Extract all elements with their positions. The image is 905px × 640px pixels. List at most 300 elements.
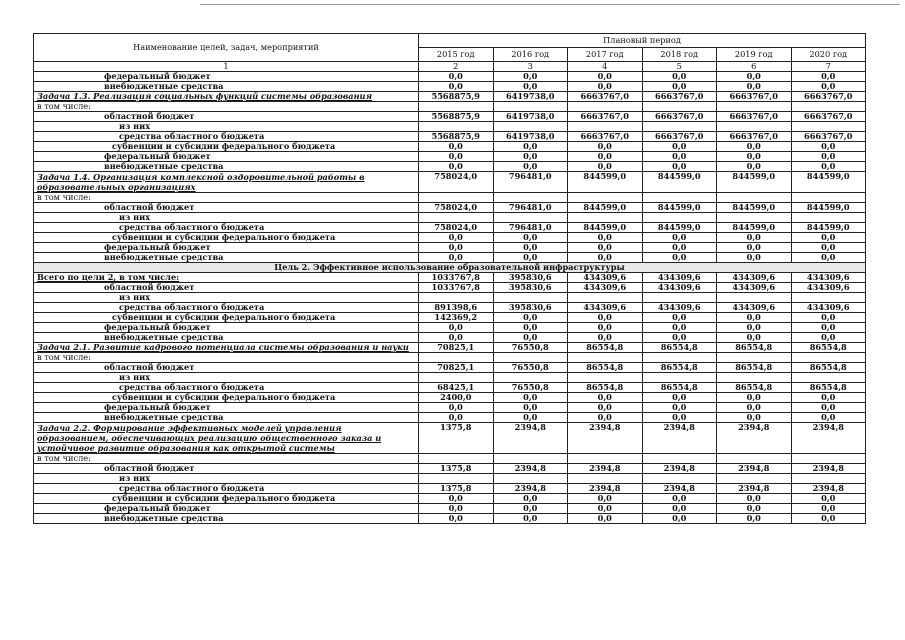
table-row: [34, 423, 866, 454]
value-cell: 0,0: [717, 323, 792, 333]
row-label: федеральный бюджет: [34, 323, 419, 333]
value-cell: 0,0: [642, 162, 717, 172]
value-cell: [717, 454, 792, 464]
value-cell: 76550,8: [493, 363, 568, 373]
value-cell: 0,0: [568, 253, 643, 263]
value-cell: [642, 353, 717, 363]
column-number: 2: [419, 62, 494, 72]
value-cell: [568, 193, 643, 203]
value-cell: 0,0: [717, 152, 792, 162]
value-cell: 434309,6: [642, 273, 717, 283]
value-cell: 86554,8: [791, 383, 866, 393]
value-cell: 1033767,8: [419, 273, 494, 283]
value-cell: [493, 213, 568, 223]
value-cell: 6419738,0: [493, 92, 568, 102]
value-cell: [419, 122, 494, 132]
value-cell: 5568875,9: [419, 132, 494, 142]
value-cell: 844599,0: [717, 203, 792, 213]
value-cell: 0,0: [493, 514, 568, 524]
table-row: [34, 323, 866, 333]
value-cell: [419, 353, 494, 363]
value-cell: 6663767,0: [568, 92, 643, 102]
value-cell: 86554,8: [791, 363, 866, 373]
value-cell: 0,0: [493, 162, 568, 172]
value-cell: 86554,8: [642, 343, 717, 353]
value-cell: 395830,6: [493, 273, 568, 283]
value-cell: 0,0: [568, 72, 643, 82]
value-cell: 844599,0: [717, 223, 792, 233]
row-label: средства областного бюджета: [34, 223, 419, 233]
table-row: [34, 393, 866, 403]
value-cell: 76550,8: [493, 383, 568, 393]
value-cell: 0,0: [419, 142, 494, 152]
table-row: [34, 363, 866, 373]
value-cell: 844599,0: [568, 172, 643, 193]
table-row: [34, 112, 866, 122]
row-label: федеральный бюджет: [34, 403, 419, 413]
value-cell: 76550,8: [493, 343, 568, 353]
value-cell: [493, 454, 568, 464]
value-cell: 0,0: [568, 142, 643, 152]
table-row: [34, 142, 866, 152]
value-cell: 6663767,0: [717, 92, 792, 102]
value-cell: 0,0: [568, 82, 643, 92]
table-row: [34, 353, 866, 363]
value-cell: 0,0: [419, 82, 494, 92]
table-row: [34, 484, 866, 494]
value-cell: [642, 293, 717, 303]
table-row: [34, 333, 866, 343]
value-cell: [493, 193, 568, 203]
table-row: [34, 464, 866, 474]
value-cell: [568, 373, 643, 383]
value-cell: 0,0: [493, 142, 568, 152]
value-cell: [568, 122, 643, 132]
table-row: [34, 313, 866, 323]
value-cell: [791, 102, 866, 112]
row-label: областной бюджет: [34, 283, 419, 293]
table-row: [34, 193, 866, 203]
value-cell: 0,0: [419, 514, 494, 524]
row-label: из них: [34, 373, 419, 383]
value-cell: 0,0: [493, 233, 568, 243]
value-cell: 2394,8: [791, 484, 866, 494]
value-cell: 0,0: [791, 393, 866, 403]
row-label: Задача 1.4. Организация комплексной оздоровительной работы в образовательных организациях: [34, 172, 419, 193]
value-cell: 434309,6: [642, 283, 717, 293]
value-cell: [791, 293, 866, 303]
value-cell: [493, 353, 568, 363]
value-cell: [568, 102, 643, 112]
value-cell: [419, 474, 494, 484]
table-row: [34, 102, 866, 112]
value-cell: 0,0: [717, 504, 792, 514]
value-cell: 0,0: [493, 504, 568, 514]
value-cell: 2394,8: [493, 423, 568, 454]
value-cell: [717, 102, 792, 112]
value-cell: 434309,6: [791, 303, 866, 313]
value-cell: [568, 474, 643, 484]
value-cell: [791, 193, 866, 203]
value-cell: 844599,0: [642, 172, 717, 193]
table-row: [34, 223, 866, 233]
value-cell: [791, 474, 866, 484]
table-row: [34, 373, 866, 383]
value-cell: 0,0: [717, 243, 792, 253]
value-cell: 0,0: [791, 494, 866, 504]
value-cell: 0,0: [419, 152, 494, 162]
value-cell: 2394,8: [791, 464, 866, 474]
value-cell: 0,0: [642, 393, 717, 403]
table-row: [34, 263, 866, 273]
value-cell: 0,0: [642, 514, 717, 524]
value-cell: [717, 213, 792, 223]
value-cell: [791, 373, 866, 383]
row-label: федеральный бюджет: [34, 72, 419, 82]
value-cell: 6663767,0: [717, 132, 792, 142]
table-row: [34, 454, 866, 464]
value-cell: 70825,1: [419, 363, 494, 373]
budget-table: [33, 33, 866, 524]
value-cell: 86554,8: [717, 383, 792, 393]
value-cell: 0,0: [717, 233, 792, 243]
value-cell: [791, 122, 866, 132]
value-cell: [642, 454, 717, 464]
value-cell: 0,0: [493, 393, 568, 403]
value-cell: 0,0: [419, 162, 494, 172]
value-cell: 6663767,0: [642, 92, 717, 102]
value-cell: 0,0: [791, 233, 866, 243]
value-cell: 758024,0: [419, 203, 494, 213]
value-cell: 86554,8: [791, 343, 866, 353]
value-cell: 796481,0: [493, 203, 568, 213]
table-row: [34, 514, 866, 524]
value-cell: 2394,8: [493, 464, 568, 474]
row-label: внебюджетные средства: [34, 514, 419, 524]
value-cell: [791, 213, 866, 223]
value-cell: 142369,2: [419, 313, 494, 323]
value-cell: 0,0: [717, 494, 792, 504]
value-cell: 0,0: [791, 504, 866, 514]
value-cell: 0,0: [568, 313, 643, 323]
row-label: Задача 2.1. Развитие кадрового потенциала системы образования и науки: [34, 343, 419, 353]
value-cell: 0,0: [493, 494, 568, 504]
row-label: Задача 1.3. Реализация социальных функций системы образования: [34, 92, 419, 102]
value-cell: 844599,0: [791, 172, 866, 193]
value-cell: 0,0: [568, 152, 643, 162]
row-label: внебюджетные средства: [34, 413, 419, 423]
table-row: [34, 253, 866, 263]
row-label: субвенции и субсидии федерального бюджета: [34, 313, 419, 323]
value-cell: 6663767,0: [717, 112, 792, 122]
table-row: [34, 203, 866, 213]
value-cell: 0,0: [568, 494, 643, 504]
value-cell: 6663767,0: [568, 112, 643, 122]
value-cell: 0,0: [642, 82, 717, 92]
value-cell: [493, 373, 568, 383]
row-label: субвенции и субсидии федерального бюджета: [34, 142, 419, 152]
value-cell: 2394,8: [568, 484, 643, 494]
value-cell: 0,0: [419, 413, 494, 423]
value-cell: 0,0: [568, 393, 643, 403]
value-cell: 0,0: [642, 494, 717, 504]
value-cell: 395830,6: [493, 303, 568, 313]
value-cell: 434309,6: [717, 283, 792, 293]
goal-heading: Цель 2. Эффективное использование образовательной инфраструктуры: [34, 263, 866, 273]
table-row: [34, 132, 866, 142]
value-cell: [717, 373, 792, 383]
row-label: федеральный бюджет: [34, 152, 419, 162]
value-cell: 0,0: [568, 323, 643, 333]
value-cell: [493, 102, 568, 112]
value-cell: 0,0: [642, 243, 717, 253]
value-cell: 0,0: [642, 152, 717, 162]
table-row: [34, 82, 866, 92]
value-cell: 0,0: [493, 323, 568, 333]
row-label: из них: [34, 293, 419, 303]
value-cell: 1375,8: [419, 423, 494, 454]
year-header: 2016 год: [493, 48, 568, 62]
value-cell: [717, 293, 792, 303]
value-cell: 758024,0: [419, 223, 494, 233]
value-cell: [568, 213, 643, 223]
value-cell: 0,0: [642, 142, 717, 152]
value-cell: 844599,0: [717, 172, 792, 193]
value-cell: 2394,8: [568, 423, 643, 454]
value-cell: 86554,8: [568, 343, 643, 353]
value-cell: 0,0: [717, 142, 792, 152]
row-label: областной бюджет: [34, 112, 419, 122]
value-cell: 2394,8: [568, 464, 643, 474]
table-row: [34, 72, 866, 82]
value-cell: 434309,6: [791, 273, 866, 283]
row-label: внебюджетные средства: [34, 162, 419, 172]
value-cell: 434309,6: [642, 303, 717, 313]
value-cell: 0,0: [791, 413, 866, 423]
value-cell: 0,0: [568, 413, 643, 423]
value-cell: 0,0: [717, 313, 792, 323]
value-cell: 0,0: [642, 72, 717, 82]
row-label: внебюджетные средства: [34, 253, 419, 263]
value-cell: 844599,0: [791, 223, 866, 233]
value-cell: 2394,8: [717, 464, 792, 474]
value-cell: 434309,6: [717, 303, 792, 313]
row-label: в том числе:: [34, 454, 419, 464]
value-cell: 1033767,8: [419, 283, 494, 293]
value-cell: 844599,0: [642, 203, 717, 213]
table-row: [34, 152, 866, 162]
table-row: [34, 273, 866, 283]
row-label: средства областного бюджета: [34, 132, 419, 142]
row-label: внебюджетные средства: [34, 333, 419, 343]
value-cell: [642, 122, 717, 132]
value-cell: 434309,6: [568, 283, 643, 293]
value-cell: 70825,1: [419, 343, 494, 353]
table-row: [34, 504, 866, 514]
value-cell: 0,0: [717, 514, 792, 524]
name-column-header: Наименование целей, задач, мероприятий: [34, 34, 419, 62]
value-cell: 86554,8: [717, 363, 792, 373]
table-row: [34, 343, 866, 353]
value-cell: 2394,8: [642, 464, 717, 474]
value-cell: 0,0: [791, 253, 866, 263]
value-cell: 86554,8: [568, 383, 643, 393]
value-cell: 0,0: [717, 403, 792, 413]
value-cell: 1375,8: [419, 484, 494, 494]
row-label: областной бюджет: [34, 464, 419, 474]
value-cell: 0,0: [568, 162, 643, 172]
value-cell: 2394,8: [642, 423, 717, 454]
year-header: 2015 год: [419, 48, 494, 62]
row-label: Задача 2.2. Формирование эффективных моделей управления образованием, обеспечивающих реализацию общественного заказа и устойчивое развитие образования как открытой системы: [34, 423, 419, 454]
value-cell: [642, 102, 717, 112]
table-row: [34, 303, 866, 313]
value-cell: 2394,8: [791, 423, 866, 454]
value-cell: 0,0: [642, 253, 717, 263]
value-cell: 6663767,0: [642, 132, 717, 142]
row-label: федеральный бюджет: [34, 243, 419, 253]
value-cell: [717, 353, 792, 363]
value-cell: [493, 293, 568, 303]
value-cell: 434309,6: [717, 273, 792, 283]
value-cell: [419, 193, 494, 203]
row-label: Всего по цели 2, в том числе:: [34, 273, 419, 283]
value-cell: [568, 353, 643, 363]
row-label: субвенции и субсидии федерального бюджета: [34, 494, 419, 504]
value-cell: 0,0: [717, 413, 792, 423]
value-cell: 891398,6: [419, 303, 494, 313]
value-cell: 0,0: [419, 494, 494, 504]
planned-period-header: Плановый период: [419, 34, 866, 48]
value-cell: [642, 373, 717, 383]
value-cell: 0,0: [642, 313, 717, 323]
value-cell: 5568875,9: [419, 112, 494, 122]
value-cell: 0,0: [493, 403, 568, 413]
value-cell: 86554,8: [717, 343, 792, 353]
value-cell: 0,0: [642, 333, 717, 343]
value-cell: 796481,0: [493, 172, 568, 193]
value-cell: 0,0: [791, 162, 866, 172]
value-cell: 6663767,0: [791, 92, 866, 102]
value-cell: 86554,8: [568, 363, 643, 373]
value-cell: 2400,0: [419, 393, 494, 403]
value-cell: 844599,0: [568, 203, 643, 213]
table-row: [34, 92, 866, 102]
table-row: [34, 283, 866, 293]
value-cell: 0,0: [642, 413, 717, 423]
row-label: средства областного бюджета: [34, 484, 419, 494]
table-row: [34, 162, 866, 172]
value-cell: 758024,0: [419, 172, 494, 193]
value-cell: [642, 213, 717, 223]
value-cell: [568, 293, 643, 303]
row-label: в том числе:: [34, 353, 419, 363]
value-cell: 0,0: [568, 504, 643, 514]
value-cell: 0,0: [493, 253, 568, 263]
row-label: из них: [34, 122, 419, 132]
value-cell: 0,0: [493, 313, 568, 323]
column-number: 1: [34, 62, 419, 72]
value-cell: 6663767,0: [642, 112, 717, 122]
value-cell: 0,0: [568, 333, 643, 343]
value-cell: 0,0: [493, 413, 568, 423]
value-cell: 6419738,0: [493, 132, 568, 142]
value-cell: [717, 193, 792, 203]
column-number: 7: [791, 62, 866, 72]
value-cell: 0,0: [717, 253, 792, 263]
value-cell: 0,0: [493, 72, 568, 82]
value-cell: 844599,0: [568, 223, 643, 233]
value-cell: 0,0: [419, 504, 494, 514]
value-cell: [642, 474, 717, 484]
row-label: внебюджетные средства: [34, 82, 419, 92]
column-number: 4: [568, 62, 643, 72]
table-row: [34, 403, 866, 413]
value-cell: 0,0: [791, 142, 866, 152]
year-header: 2018 год: [642, 48, 717, 62]
row-label: областной бюджет: [34, 203, 419, 213]
table-row: [34, 213, 866, 223]
table-row: [34, 474, 866, 484]
value-cell: 0,0: [493, 333, 568, 343]
table-row: [34, 383, 866, 393]
table-row: [34, 233, 866, 243]
value-cell: [493, 474, 568, 484]
value-cell: 434309,6: [568, 273, 643, 283]
table-row: [34, 293, 866, 303]
value-cell: [419, 102, 494, 112]
row-label: субвенции и субсидии федерального бюджета: [34, 393, 419, 403]
value-cell: 434309,6: [791, 283, 866, 293]
row-label: средства областного бюджета: [34, 383, 419, 393]
value-cell: 6419738,0: [493, 112, 568, 122]
value-cell: 0,0: [791, 72, 866, 82]
value-cell: 0,0: [791, 403, 866, 413]
row-label: из них: [34, 474, 419, 484]
value-cell: 0,0: [791, 313, 866, 323]
value-cell: 0,0: [419, 403, 494, 413]
value-cell: 6663767,0: [791, 132, 866, 142]
value-cell: 0,0: [791, 152, 866, 162]
value-cell: 0,0: [717, 393, 792, 403]
value-cell: 0,0: [419, 333, 494, 343]
value-cell: 0,0: [642, 504, 717, 514]
table-row: [34, 122, 866, 132]
value-cell: 6663767,0: [791, 112, 866, 122]
value-cell: 68425,1: [419, 383, 494, 393]
year-header: 2020 год: [791, 48, 866, 62]
value-cell: 0,0: [419, 323, 494, 333]
table-row: [34, 243, 866, 253]
value-cell: 1375,8: [419, 464, 494, 474]
value-cell: 5568875,9: [419, 92, 494, 102]
table-row: [34, 172, 866, 193]
table-row: [34, 413, 866, 423]
value-cell: 2394,8: [717, 484, 792, 494]
value-cell: 796481,0: [493, 223, 568, 233]
value-cell: 434309,6: [568, 303, 643, 313]
value-cell: 0,0: [791, 243, 866, 253]
value-cell: 0,0: [791, 333, 866, 343]
column-number: 3: [493, 62, 568, 72]
value-cell: 0,0: [493, 152, 568, 162]
value-cell: 86554,8: [642, 383, 717, 393]
value-cell: [419, 213, 494, 223]
value-cell: 0,0: [568, 233, 643, 243]
value-cell: 0,0: [791, 514, 866, 524]
value-cell: 0,0: [568, 403, 643, 413]
value-cell: [568, 454, 643, 464]
